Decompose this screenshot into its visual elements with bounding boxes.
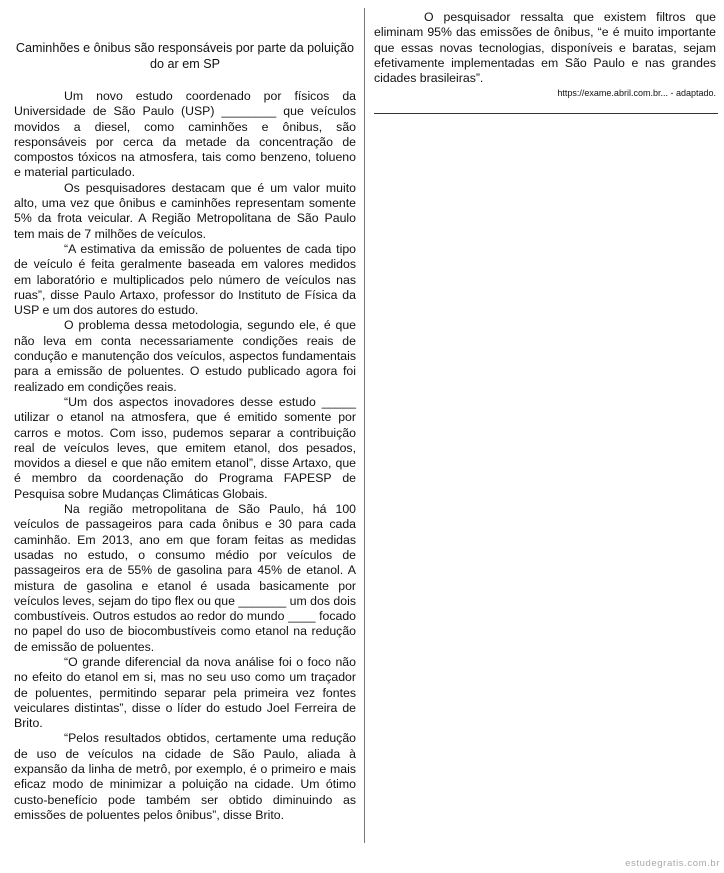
- left-column: [14, 40, 356, 823]
- paragraph-3: “A estimativa da emissão de poluentes de cada tipo de veículo é feita geralmente baseada em valores medidos em laboratório e multiplicados pelo número de veículos nas ruas”, disse Paulo Artaxo, professor do Instituto de Física da USP e um dos autores do estudo.: [14, 241, 356, 318]
- paragraph-4: O problema dessa metodologia, segundo ele, é que não leva em conta necessariamente condições reais de condução e manutenção dos veículos, aspectos fundamentais para a emissão de poluentes. O estudo publicado agora foi realizado em condições reais.: [14, 318, 356, 394]
- paragraph-5: “Um dos aspectos inovadores desse estudo _____ utilizar o etanol na atmosfera, que é emitido somente por carros e motos. Com isso, pudemos separar a contribuição real de veículos leves, que emitem etanol, dos pesados, movidos a diesel e que não emitem etanol”, disse Artaxo, que é membro da coordenação do Programa FAPESP de Pesquisa sobre Mudanças Climáticas Globais.: [14, 394, 356, 501]
- source-citation: https://exame.abril.com.br... - adaptado.: [557, 88, 716, 99]
- paragraph-1: Um novo estudo coordenado por físicos da Universidade de São Paulo (USP) ________ que veículos movidos a diesel, como caminhões e ônibus, são responsáveis por cerca da metade da concentração de compostos tóxicos na atmosfera, tais como benzeno, tolueno e material particulado.: [14, 89, 356, 180]
- paragraph-7: “O grande diferencial da nova análise foi o foco não no efeito do etanol em si, mas no seu uso como um traçador de poluentes, permitindo separar pela primeira vez fontes veiculares distintas”, disse o líder do estudo Joel Ferreira de Brito.: [14, 654, 356, 731]
- paragraph-6: Na região metropolitana de São Paulo, há 100 veículos de passageiros para cada ônibus e 30 para cada caminhão. Em 2013, ano em que foram feitas as medidas usadas no estudo, o consumo médio por veículos de passageiros era de 55% de gasolina para 45% de etanol. A mistura de gasolina e etanol é usada basicamente por veículos leves, sejam do tipo flex ou que _______ um dos dois combustíveis. Outros estudos ao redor do mundo ____ focado no papel do uso de biocombustíveis como etanol na redução de emissão de poluentes.: [14, 502, 356, 654]
- article-title: Caminhões e ônibus são responsáveis por parte da poluição do ar em SP: [15, 41, 355, 71]
- paragraph-9: O pesquisador ressalta que existem filtros que eliminam 95% das emissões de ônibus, “e é muito importante que essas novas tecnologias, disponíveis e baratas, sejam efetivamente implementadas em São Paulo e nas grandes cidades brasileiras”.: [374, 10, 716, 86]
- right-column: [374, 10, 716, 99]
- section-divider: [374, 113, 718, 114]
- paragraph-8: “Pelos resultados obtidos, certamente uma redução de uso de veículos na cidade de São Paulo, aliada à expansão da linha de metrô, por exemplo, é o primeiro e mais eficaz modo de minimizar a poluição na cidade. Um ótimo custo-benefício pode também ser obtido diminuindo as emissões de poluentes pelos ônibus”, disse Brito.: [14, 731, 356, 822]
- paragraph-2: Os pesquisadores destacam que é um valor muito alto, uma vez que ônibus e caminhões representam somente 5% da frota veicular. A Região Metropolitana de São Paulo tem mais de 7 milhões de veículos.: [14, 180, 356, 241]
- watermark: estudegratis.com.br: [625, 858, 720, 869]
- column-divider: [364, 8, 365, 843]
